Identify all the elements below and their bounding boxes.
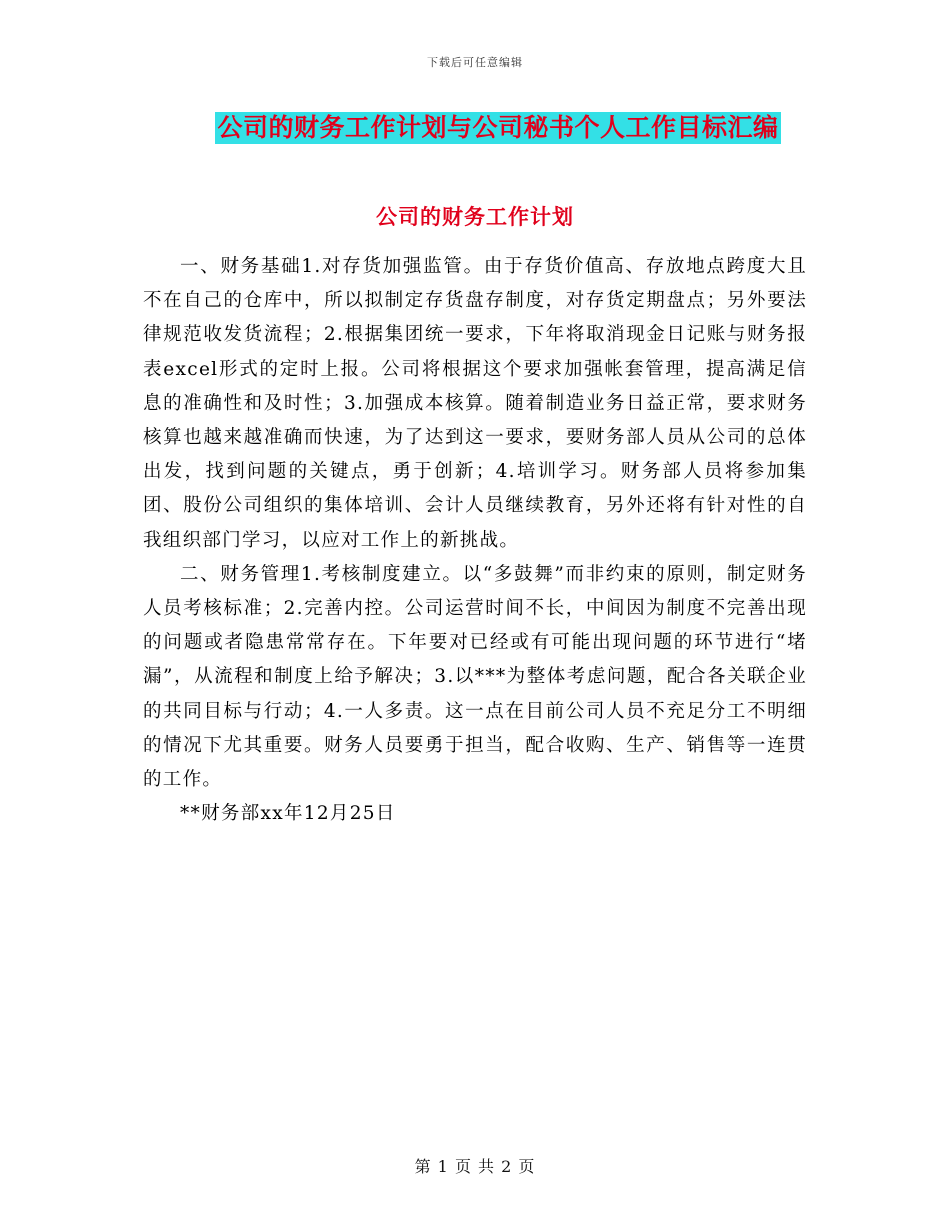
document-title-container [0, 112, 950, 144]
paragraph-signature-date: **财务部xx年12月25日 [180, 803, 396, 825]
document-title: 公司的财务工作计划与公司秘书个人工作目标汇编 [217, 113, 779, 142]
page-header-note: 下载后可任意编辑 [427, 56, 523, 69]
paragraph-financial-management: 二、财务管理1.考核制度建立。以“多鼓舞”而非约束的原则，制定财务人员考核标准；2.完善内控。公司运营时间不长，中间因为制度不完善出现的问题或者隐患常常存在。下年要对已经或有可能出现问题的环节进行“堵漏”，从流程和制度上给予解决；3.以***为整体考虑问题，配合各关联企业的共同目标与行动；4.一人多责。这一点在目前公司人员不充足分工不明细的情况下尤其重要。财务人员要勇于担当，配合收购、生产、销售等一连贯的工作。 [143, 563, 807, 791]
page-number: 第 1 页 共 2 页 [414, 1157, 536, 1176]
document-body [143, 250, 807, 831]
paragraph-financial-basics: 一、财务基础1.对存货加强监管。由于存货价值高、存放地点跨度大且不在自己的仓库中，所以拟制定存货盘存制度，对存货定期盘点；另外要法律规范收发货流程；2.根据集团统一要求，下年将取消现金日记账与财务报表excel形式的定时上报。公司将根据这个要求加强帐套管理，提高满足信息的准确性和及时性；3.加强成本核算。随着制造业务日益正常，要求财务核算也越来越准确而快速，为了达到这一要求，要财务部人员从公司的总体出发，找到问题的关键点，勇于创新；4.培训学习。财务部人员将参加集团、股份公司组织的集体培训、会计人员继续教育，另外还将有针对性的自我组织部门学习，以应对工作上的新挑战。 [143, 256, 807, 551]
section-title: 公司的财务工作计划 [376, 205, 574, 229]
